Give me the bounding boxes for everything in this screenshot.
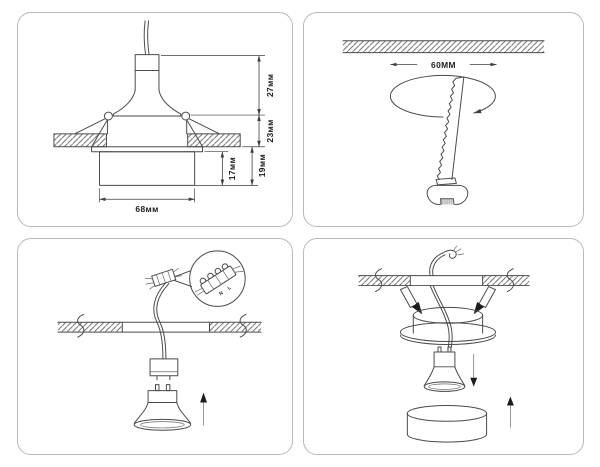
spring-clip-left — [400, 287, 422, 315]
lamp-connector-drawing — [150, 359, 178, 380]
arrow-up-icon — [507, 397, 514, 428]
dim-label-23: 23мм — [264, 119, 275, 143]
ceiling-drawing — [54, 134, 240, 147]
lamp-drawing — [424, 347, 465, 391]
ceiling-cutout-drawing — [304, 13, 583, 226]
cut-circle-drawing — [390, 75, 495, 117]
ceiling-drawing — [343, 41, 544, 53]
dimension-lines — [100, 56, 265, 203]
trim-ring-drawing — [407, 405, 486, 442]
wire-drawing — [154, 283, 169, 359]
dim-label-17: 17мм — [227, 156, 238, 181]
ceiling-drawing — [359, 269, 529, 292]
fixture-dimensions-drawing — [18, 13, 292, 226]
arrow-up-icon — [200, 393, 207, 426]
fixture-body-drawing — [92, 147, 203, 186]
panel-mounting — [303, 238, 584, 455]
saw-icon — [427, 77, 468, 205]
mounting-step-drawing — [304, 239, 583, 454]
wire-drawing — [430, 246, 464, 349]
wiring-step-drawing — [18, 239, 292, 454]
panel-wiring — [17, 238, 293, 455]
spring-clip-right — [474, 287, 496, 315]
supply-terminal-drawing — [144, 267, 183, 290]
terminal-label-l: L — [227, 285, 233, 292]
dim-label-19: 19мм — [256, 153, 267, 178]
lamp-drawing — [134, 385, 190, 431]
detail-bubble — [175, 251, 249, 308]
panel-cutout — [303, 12, 584, 227]
ceiling-drawing — [58, 314, 261, 337]
dim-label-27: 27мм — [264, 73, 275, 98]
terminal-label-n: N — [218, 291, 225, 298]
lamp-drawing — [113, 21, 180, 116]
dim-label-60: 60MM — [431, 59, 456, 70]
dim-label-68: 68мм — [135, 204, 159, 215]
arrow-down-icon — [470, 354, 477, 387]
panel-dimensions — [17, 12, 293, 227]
